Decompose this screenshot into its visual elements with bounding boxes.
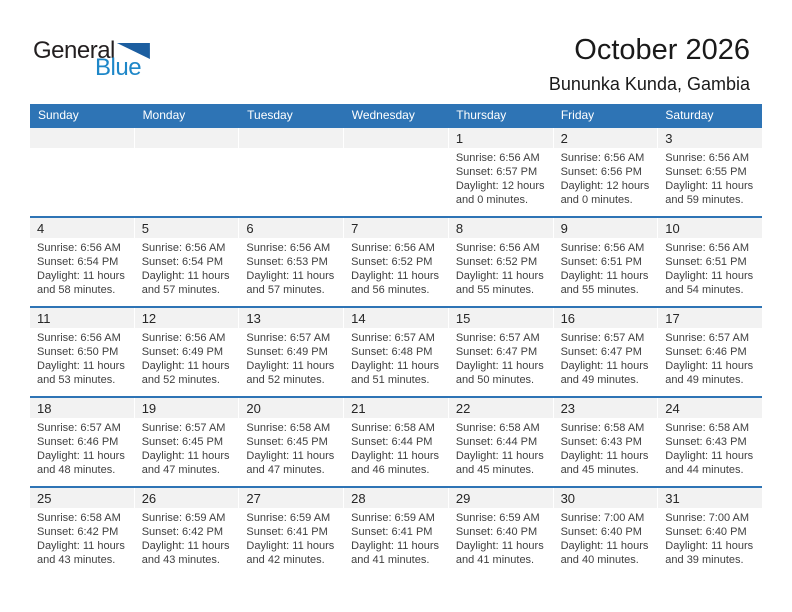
detail-line: Sunset: 6:50 PM [37, 346, 119, 358]
day-cell [135, 308, 239, 396]
detail-line: Daylight: 11 hours [141, 450, 230, 462]
day-sun-details [449, 148, 553, 207]
day-cell [554, 398, 658, 486]
detail-line: Sunset: 6:51 PM [665, 256, 747, 268]
detail-line: Sunrise: 6:58 AM [455, 422, 540, 434]
day-cell [239, 308, 343, 396]
week-row [30, 486, 762, 576]
detail-line: Sunset: 6:40 PM [665, 526, 747, 538]
day-number: 6 [239, 218, 343, 238]
day-cell [658, 308, 762, 396]
logo-text-blue: Blue [95, 54, 142, 81]
detail-line: Sunset: 6:57 PM [455, 166, 538, 178]
day-cell [344, 308, 448, 396]
detail-line: Daylight: 11 hours [141, 360, 230, 372]
detail-line: Sunset: 6:53 PM [246, 256, 328, 268]
day-sun-details [554, 418, 658, 477]
detail-line: Sunset: 6:47 PM [560, 346, 642, 358]
detail-line: Sunset: 6:45 PM [141, 436, 224, 448]
detail-line: and 54 minutes. [665, 284, 744, 296]
day-cell [239, 218, 343, 306]
detail-line: Sunset: 6:52 PM [455, 256, 538, 268]
day-number: 15 [449, 308, 553, 328]
detail-line: Sunrise: 6:57 AM [665, 332, 750, 344]
day-cell [135, 398, 239, 486]
empty-day-cell [135, 128, 239, 216]
detail-line: Sunrise: 6:57 AM [37, 422, 121, 434]
detail-line: Daylight: 11 hours [455, 360, 544, 372]
detail-line: Daylight: 11 hours [246, 450, 335, 462]
detail-line: Sunset: 6:42 PM [37, 526, 119, 538]
empty-day-cell [344, 128, 448, 216]
day-cell [30, 398, 134, 486]
week-row [30, 126, 762, 216]
detail-line: and 59 minutes. [665, 194, 744, 206]
day-sun-details [30, 508, 134, 567]
detail-line: and 47 minutes. [246, 464, 325, 476]
detail-line: Sunset: 6:41 PM [351, 526, 433, 538]
detail-line: and 52 minutes. [246, 374, 325, 386]
detail-line: Sunrise: 6:59 AM [246, 512, 331, 524]
detail-line: and 51 minutes. [351, 374, 430, 386]
detail-line: Daylight: 11 hours [455, 270, 544, 282]
detail-line: Sunrise: 6:56 AM [665, 242, 750, 254]
day-sun-details [449, 328, 553, 387]
empty-day-cell [239, 128, 343, 216]
day-cell [449, 488, 553, 576]
detail-line: and 43 minutes. [141, 554, 220, 566]
day-sun-details [239, 238, 343, 297]
detail-line: Daylight: 11 hours [37, 360, 125, 372]
detail-line: Daylight: 11 hours [246, 360, 335, 372]
detail-line: and 45 minutes. [560, 464, 639, 476]
day-sun-details [658, 508, 762, 567]
detail-line: Sunrise: 6:57 AM [351, 332, 435, 344]
detail-line: Sunrise: 6:56 AM [560, 152, 645, 164]
title-block [549, 34, 750, 95]
weekday-friday: Friday [560, 108, 595, 122]
day-cell [30, 218, 134, 306]
detail-line: Sunrise: 6:57 AM [560, 332, 645, 344]
day-sun-details [344, 328, 448, 387]
day-number: 14 [344, 308, 448, 328]
day-number: 27 [239, 488, 343, 508]
weekday-wednesday: Wednesday [351, 108, 415, 122]
day-sun-details [344, 508, 448, 567]
detail-line: Sunset: 6:43 PM [560, 436, 642, 448]
detail-line: Sunrise: 6:59 AM [455, 512, 540, 524]
detail-line: and 58 minutes. [37, 284, 116, 296]
day-number: 17 [658, 308, 762, 328]
day-sun-details [135, 508, 239, 567]
day-cell [449, 128, 553, 216]
day-cell [658, 218, 762, 306]
day-sun-details [658, 238, 762, 297]
day-sun-details [344, 148, 448, 151]
detail-line: Sunset: 6:56 PM [560, 166, 642, 178]
detail-line: Daylight: 11 hours [351, 450, 439, 462]
day-sun-details [449, 418, 553, 477]
detail-line: and 0 minutes. [455, 194, 528, 206]
day-sun-details [344, 238, 448, 297]
detail-line: Sunrise: 6:56 AM [455, 242, 540, 254]
day-number: 16 [554, 308, 658, 328]
day-cell [554, 308, 658, 396]
detail-line: Sunrise: 7:00 AM [560, 512, 645, 524]
day-cell [135, 488, 239, 576]
detail-line: Sunrise: 6:56 AM [141, 242, 226, 254]
detail-line: Sunrise: 6:57 AM [455, 332, 540, 344]
detail-line: Daylight: 11 hours [560, 360, 649, 372]
detail-line: and 0 minutes. [560, 194, 633, 206]
detail-line: Sunset: 6:51 PM [560, 256, 642, 268]
day-cell [449, 308, 553, 396]
detail-line: Daylight: 11 hours [560, 450, 649, 462]
day-number: 19 [135, 398, 239, 418]
location-subtitle: Bununka Kunda, Gambia [548, 74, 750, 95]
day-sun-details [658, 148, 762, 207]
detail-line: Sunrise: 6:57 AM [246, 332, 331, 344]
day-number: 28 [344, 488, 448, 508]
detail-line: Sunset: 6:45 PM [246, 436, 328, 448]
day-number [239, 128, 343, 148]
day-sun-details [30, 418, 134, 477]
week-row [30, 396, 762, 486]
detail-line: Sunrise: 6:58 AM [37, 512, 121, 524]
detail-line: and 39 minutes. [665, 554, 744, 566]
detail-line: Sunrise: 6:58 AM [351, 422, 435, 434]
day-sun-details [239, 508, 343, 567]
detail-line: and 53 minutes. [37, 374, 116, 386]
day-number: 13 [239, 308, 343, 328]
day-sun-details [135, 328, 239, 387]
day-number: 1 [449, 128, 553, 148]
day-cell [658, 128, 762, 216]
day-sun-details [135, 418, 239, 477]
day-sun-details [30, 238, 134, 297]
detail-line: Sunrise: 6:56 AM [37, 242, 121, 254]
detail-line: Daylight: 11 hours [560, 540, 649, 552]
detail-line: Sunset: 6:54 PM [141, 256, 224, 268]
detail-line: Sunset: 6:44 PM [351, 436, 433, 448]
detail-line: and 45 minutes. [455, 464, 535, 476]
detail-line: Sunrise: 6:58 AM [246, 422, 331, 434]
detail-line: Daylight: 11 hours [665, 450, 754, 462]
detail-line: Daylight: 11 hours [141, 540, 230, 552]
weeks-grid [30, 126, 762, 576]
day-cell [135, 218, 239, 306]
empty-day-cell [30, 128, 134, 216]
day-number: 4 [30, 218, 134, 238]
day-cell [30, 308, 134, 396]
detail-line: Sunset: 6:40 PM [455, 526, 538, 538]
detail-line: Sunrise: 6:58 AM [665, 422, 750, 434]
detail-line: and 55 minutes. [455, 284, 535, 296]
detail-line: Sunset: 6:49 PM [141, 346, 224, 358]
day-sun-details [135, 148, 239, 151]
day-number: 30 [554, 488, 658, 508]
detail-line: Sunset: 6:46 PM [665, 346, 747, 358]
day-number: 7 [344, 218, 448, 238]
logo-text-general: General [33, 37, 115, 64]
day-cell [554, 488, 658, 576]
weekday-header-row [30, 104, 762, 126]
detail-line: Sunset: 6:48 PM [351, 346, 433, 358]
day-number: 20 [239, 398, 343, 418]
day-number: 8 [449, 218, 553, 238]
day-number: 2 [554, 128, 658, 148]
detail-line: Sunrise: 6:59 AM [141, 512, 226, 524]
detail-line: Daylight: 11 hours [141, 270, 230, 282]
day-cell [449, 218, 553, 306]
day-number: 29 [449, 488, 553, 508]
day-sun-details [30, 328, 134, 387]
detail-line: and 52 minutes. [141, 374, 220, 386]
day-sun-details [30, 148, 134, 151]
detail-line: Daylight: 12 hours [455, 180, 545, 192]
day-cell [344, 488, 448, 576]
detail-line: Sunrise: 6:56 AM [560, 242, 645, 254]
detail-line: Sunrise: 6:56 AM [455, 152, 540, 164]
day-number [30, 128, 134, 148]
detail-line: and 57 minutes. [141, 284, 220, 296]
detail-line: Sunrise: 6:56 AM [246, 242, 331, 254]
detail-line: Daylight: 11 hours [665, 270, 754, 282]
detail-line: Daylight: 12 hours [560, 180, 650, 192]
detail-line: and 48 minutes. [37, 464, 116, 476]
day-sun-details [658, 328, 762, 387]
detail-line: Daylight: 11 hours [37, 450, 125, 462]
detail-line: Sunrise: 6:57 AM [141, 422, 226, 434]
detail-line: and 56 minutes. [351, 284, 430, 296]
detail-line: Daylight: 11 hours [455, 450, 544, 462]
detail-line: Sunset: 6:55 PM [665, 166, 747, 178]
day-cell [658, 488, 762, 576]
detail-line: Sunset: 6:42 PM [141, 526, 224, 538]
detail-line: and 46 minutes. [351, 464, 430, 476]
detail-line: Sunset: 6:47 PM [455, 346, 538, 358]
day-number: 24 [658, 398, 762, 418]
detail-line: Daylight: 11 hours [665, 540, 754, 552]
day-number: 26 [135, 488, 239, 508]
general-blue-logo [33, 37, 150, 81]
day-cell [554, 128, 658, 216]
day-cell [554, 218, 658, 306]
detail-line: and 44 minutes. [665, 464, 744, 476]
detail-line: Sunset: 6:52 PM [351, 256, 433, 268]
weekday-saturday: Saturday [665, 108, 714, 122]
detail-line: Daylight: 11 hours [351, 270, 439, 282]
detail-line: and 41 minutes. [455, 554, 535, 566]
day-number: 31 [658, 488, 762, 508]
day-sun-details [449, 508, 553, 567]
day-number: 5 [135, 218, 239, 238]
day-number: 22 [449, 398, 553, 418]
detail-line: and 50 minutes. [455, 374, 535, 386]
day-sun-details [239, 418, 343, 477]
day-cell [658, 398, 762, 486]
day-sun-details [554, 148, 658, 207]
detail-line: and 41 minutes. [351, 554, 430, 566]
week-row [30, 216, 762, 306]
detail-line: Sunrise: 7:00 AM [665, 512, 750, 524]
detail-line: Daylight: 11 hours [351, 540, 439, 552]
detail-line: Daylight: 11 hours [560, 270, 649, 282]
weekday-monday: Monday [142, 108, 186, 122]
detail-line: Daylight: 11 hours [455, 540, 544, 552]
detail-line: Sunset: 6:49 PM [246, 346, 328, 358]
detail-line: and 55 minutes. [560, 284, 639, 296]
day-cell [239, 488, 343, 576]
day-cell [344, 398, 448, 486]
detail-line: Daylight: 11 hours [351, 360, 439, 372]
day-sun-details [658, 418, 762, 477]
day-sun-details [554, 328, 658, 387]
day-number: 9 [554, 218, 658, 238]
detail-line: and 42 minutes. [246, 554, 325, 566]
detail-line: and 57 minutes. [246, 284, 325, 296]
detail-line: Sunrise: 6:58 AM [560, 422, 645, 434]
detail-line: Sunset: 6:40 PM [560, 526, 642, 538]
detail-line: Sunrise: 6:59 AM [351, 512, 435, 524]
detail-line: Sunset: 6:41 PM [246, 526, 328, 538]
detail-line: Daylight: 11 hours [37, 270, 125, 282]
day-number: 25 [30, 488, 134, 508]
day-sun-details [449, 238, 553, 297]
detail-line: Sunrise: 6:56 AM [665, 152, 750, 164]
detail-line: Daylight: 11 hours [665, 180, 754, 192]
day-cell [449, 398, 553, 486]
detail-line: Sunset: 6:44 PM [455, 436, 538, 448]
day-number: 3 [658, 128, 762, 148]
detail-line: Sunset: 6:54 PM [37, 256, 119, 268]
day-sun-details [135, 238, 239, 297]
detail-line: and 43 minutes. [37, 554, 116, 566]
day-number: 12 [135, 308, 239, 328]
day-cell [239, 398, 343, 486]
detail-line: Sunrise: 6:56 AM [37, 332, 121, 344]
detail-line: Daylight: 11 hours [246, 540, 335, 552]
day-number: 18 [30, 398, 134, 418]
day-number: 11 [30, 308, 134, 328]
week-row [30, 306, 762, 396]
detail-line: and 47 minutes. [141, 464, 220, 476]
detail-line: Sunrise: 6:56 AM [141, 332, 226, 344]
day-sun-details [239, 148, 343, 151]
day-cell [30, 488, 134, 576]
day-number: 23 [554, 398, 658, 418]
detail-line: and 40 minutes. [560, 554, 639, 566]
day-number: 10 [658, 218, 762, 238]
detail-line: and 49 minutes. [560, 374, 639, 386]
detail-line: Daylight: 11 hours [665, 360, 754, 372]
day-number [135, 128, 239, 148]
detail-line: Sunset: 6:46 PM [37, 436, 119, 448]
detail-line: and 49 minutes. [665, 374, 744, 386]
detail-line: Sunset: 6:43 PM [665, 436, 747, 448]
day-number [344, 128, 448, 148]
weekday-thursday: Thursday [456, 108, 507, 122]
weekday-sunday: Sunday [38, 108, 79, 122]
day-cell [344, 218, 448, 306]
detail-line: Daylight: 11 hours [37, 540, 125, 552]
month-calendar [30, 104, 762, 576]
page-title: October 2026 [574, 34, 750, 66]
weekday-tuesday: Tuesday [247, 108, 293, 122]
day-sun-details [344, 418, 448, 477]
day-sun-details [554, 238, 658, 297]
day-number: 21 [344, 398, 448, 418]
day-sun-details [554, 508, 658, 567]
detail-line: Daylight: 11 hours [246, 270, 335, 282]
detail-line: Sunrise: 6:56 AM [351, 242, 435, 254]
day-sun-details [239, 328, 343, 387]
